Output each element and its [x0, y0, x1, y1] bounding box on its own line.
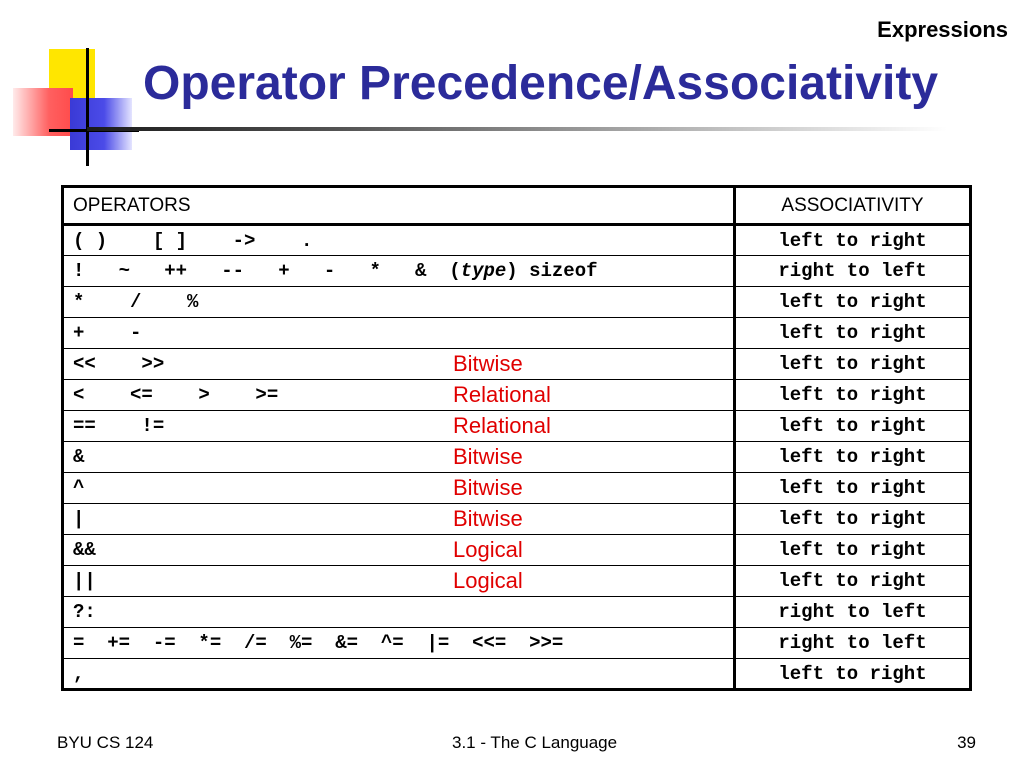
operators-cell [63, 411, 735, 442]
operators-text: ( ) [ ] -> . [73, 229, 313, 252]
table-row [63, 287, 971, 318]
associativity-text: right to left [778, 260, 927, 282]
table-row [63, 504, 971, 535]
operator-category: Relational [453, 413, 551, 438]
operators-text: , [73, 662, 85, 685]
table-header-row [63, 187, 971, 225]
associativity-cell [735, 256, 971, 287]
operators-cell [63, 442, 735, 473]
header-operators: OPERATORS [63, 187, 735, 225]
associativity-cell [735, 442, 971, 473]
operators-text: = += -= *= /= %= &= ^= |= <<= >>= [73, 632, 564, 654]
associativity-cell [735, 535, 971, 566]
associativity-text: left to right [778, 384, 927, 406]
operators-cell [63, 504, 735, 535]
footer-course: BYU CS 124 [57, 733, 154, 752]
associativity-text: left to right [778, 570, 927, 592]
footer-lecture: 3.1 - The C Language [452, 733, 618, 752]
operators-cell [63, 659, 735, 690]
associativity-text: left to right [778, 322, 927, 344]
table-row [63, 628, 971, 659]
table-row [63, 256, 971, 287]
associativity-text: left to right [778, 539, 927, 561]
operators-cell [63, 473, 735, 504]
operator-category: Bitwise [453, 506, 523, 531]
table-row [63, 380, 971, 411]
operators-text: + - [73, 322, 142, 344]
operators-text: && [73, 539, 96, 561]
header-associativity: ASSOCIATIVITY [735, 187, 971, 225]
slide-title: Operator Precedence/Associativity [143, 57, 939, 110]
operators-cell [63, 256, 735, 287]
associativity-cell [735, 287, 971, 318]
associativity-text: left to right [778, 446, 927, 468]
type-placeholder: type [460, 260, 507, 282]
associativity-text: left to right [778, 415, 927, 437]
operators-cell [63, 380, 735, 411]
operators-cell [63, 349, 735, 380]
associativity-cell [735, 318, 971, 349]
associativity-text: left to right [778, 662, 927, 685]
associativity-text: left to right [778, 291, 927, 313]
associativity-text: right to left [778, 632, 927, 654]
logo-vertical-line [86, 48, 89, 166]
table-row [63, 349, 971, 380]
operator-category: Bitwise [453, 475, 523, 500]
operator-category: Relational [453, 382, 551, 407]
operator-category: Logical [453, 537, 523, 562]
operator-category: Bitwise [453, 351, 523, 376]
table-row [63, 566, 971, 597]
operators-cell [63, 597, 735, 628]
operator-table [61, 185, 972, 691]
associativity-cell [735, 566, 971, 597]
section-tag: Expressions [877, 17, 1008, 42]
operators-text: * / % [73, 291, 199, 313]
table-row [63, 473, 971, 504]
associativity-text: left to right [778, 477, 927, 499]
operators-text: | [73, 508, 85, 530]
operators-cell [63, 225, 735, 256]
associativity-cell [735, 411, 971, 442]
operators-text: << >> [73, 353, 165, 375]
table-row [63, 442, 971, 473]
associativity-text: left to right [778, 353, 927, 375]
operators-cell [63, 318, 735, 349]
slide-logo-icon [0, 0, 160, 170]
table-row [63, 318, 971, 349]
logo-blue-square [70, 98, 132, 150]
operators-text: || [73, 570, 96, 592]
operators-cell [63, 287, 735, 318]
table-row [63, 659, 971, 690]
operators-text: & [73, 446, 85, 468]
operator-category: Bitwise [453, 444, 523, 469]
operators-cell [63, 566, 735, 597]
footer-page-number: 39 [957, 733, 976, 752]
operators-cell [63, 535, 735, 566]
operators-text: ^ [73, 477, 85, 499]
associativity-text: left to right [778, 508, 927, 530]
table-row [63, 535, 971, 566]
table-row [63, 411, 971, 442]
title-underline [87, 127, 947, 131]
operators-text: < <= > >= [73, 384, 279, 406]
operators-text: == != [73, 415, 165, 437]
associativity-cell [735, 349, 971, 380]
associativity-cell [735, 628, 971, 659]
associativity-text: right to left [778, 601, 927, 623]
associativity-cell [735, 473, 971, 504]
operators-text: ?: [73, 601, 96, 623]
associativity-cell [735, 597, 971, 628]
operator-category: Logical [453, 568, 523, 593]
associativity-cell [735, 504, 971, 535]
associativity-cell [735, 659, 971, 690]
table-row [63, 597, 971, 628]
associativity-cell [735, 380, 971, 411]
operators-text: ! ~ ++ -- + - * & (type) sizeof [73, 260, 598, 282]
table-row [63, 225, 971, 256]
associativity-text: left to right [778, 229, 927, 252]
operators-cell [63, 628, 735, 659]
associativity-cell [735, 225, 971, 256]
